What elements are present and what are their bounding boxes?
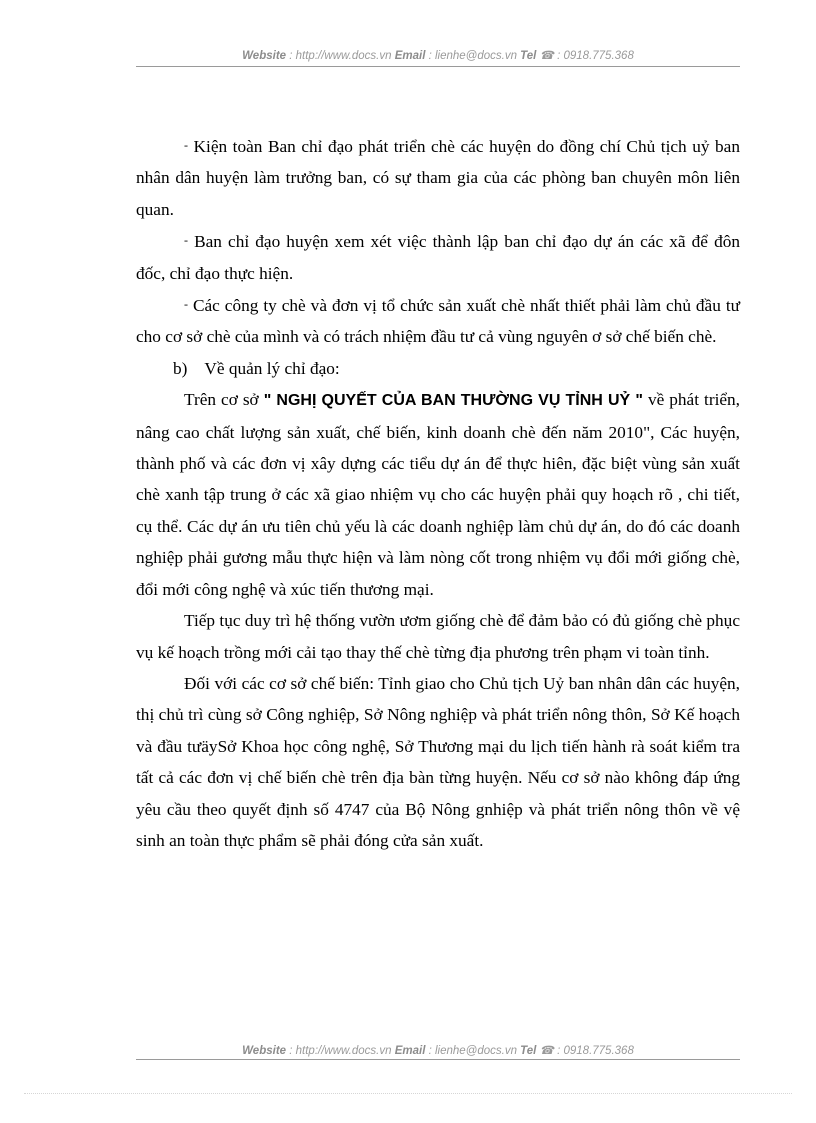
footer-tel-label: Tel <box>520 1045 537 1057</box>
bullet-text: Ban chỉ đạo huyện xem xét việc thành lập ban chỉ đạo dự án các xã để đôn đốc, chỉ đạo thực hiện. <box>136 232 740 283</box>
paragraph: Tiếp tục duy trì hệ thống vườn ươm giống chè để đảm bảo có đủ giống chè phục vụ kế hoạch trồng mới cải tạo thay thế chè từng địa phương trên phạm vi toàn tỉnh. <box>136 611 740 662</box>
header-website-url[interactable]: : http://www.docs.vn <box>286 50 395 62</box>
bullet-paragraph <box>136 130 740 225</box>
phone-icon: ☎ <box>539 50 554 62</box>
bullet-paragraph <box>136 289 740 353</box>
bullet-mark: - <box>184 297 188 312</box>
bullet-paragraph <box>136 225 740 289</box>
header-tel-label: Tel <box>520 50 537 62</box>
section-heading: b) Về quản lý chỉ đạo: <box>173 358 340 378</box>
bullet-text: Các công ty chè và đơn vị tổ chức sản xuất chè nhất thiết phải làm chủ đầu tư cho cơ sở chè của mình và có trách nhiệm đầu tư cả vùng nguyên ơ sở chế biến chè. <box>136 296 740 347</box>
bullet-mark: - <box>184 138 188 152</box>
page-break-line <box>24 1093 792 1094</box>
page-header <box>136 48 740 62</box>
bullet-mark: - <box>184 233 188 248</box>
paragraph-text: về phát triển, nâng cao chất lượng sản xuất, chế biến, kinh doanh chè đến năm 2010", Các huyện, thành phố và các đơn vị xây dựng các tiểu dự án để thực hiên, đặc biệt vùng sản xuất chè xanh tập trung ở các xã giao nhiệm vụ cho các huyện phải quy hoạch rõ , chi tiết, cụ thể. Các dự án ưu tiên chủ yếu là các doanh nghiệp làm chủ dự án, do đó các doanh nghiệp phải gương mẫu thực hiện và làm nòng cốt trong nhiệm vụ đổi mới giống chè, đổi mới công nghệ và xúc tiến thương mại. <box>136 390 741 599</box>
footer-website-label: Website <box>242 1045 287 1057</box>
footer-email-label: Email <box>394 1045 426 1057</box>
header-tel-value: : 0918.775.368 <box>553 50 634 62</box>
footer-website-url[interactable]: : http://www.docs.vn <box>286 1045 395 1057</box>
paragraph-lead: Trên cơ sở <box>184 390 264 410</box>
paragraph: Đối với các cơ sở chế biến: Tỉnh giao cho Chủ tịch Uỷ ban nhân dân các huyện, thị chủ trì cùng sở Công nghiệp, Sở Nông nghiệp và phát triển nông thôn, Sở Kế hoạch và đầu tưäySở Khoa học công nghệ, Sở Thương mại du lịch tiến hành rà soát kiểm tra tất cả các đơn vị chế biến chè trên địa bàn từng huyện. Nếu cơ sở nào không đáp ứng yêu cầu theo quyết định số 4747 của Bộ Nông gnhiệp và phát triển nông thôn về vệ sinh an toàn thực phẩm sẽ phải đóng cửa sản xuất. <box>136 673 740 850</box>
phone-icon: ☎ <box>539 1045 554 1057</box>
footer-tel-value: : 0918.775.368 <box>553 1045 634 1057</box>
header-website-label: Website <box>242 50 287 62</box>
bullet-text: Kiện toàn Ban chỉ đạo phát triển chè các huyện do đồng chí Chủ tịch uỷ ban nhân dân huyện làm trưởng ban, có sự tham gia của các phòng ban chuyên môn liên quan. <box>136 137 740 219</box>
footer-divider <box>136 1059 740 1060</box>
resolution-title: " NGHỊ QUYẾT CỦA BAN THƯỜNG VỤ TỈNH UỶ " <box>263 392 643 410</box>
page-footer <box>136 1043 740 1057</box>
header-email-value[interactable]: : lienhe@docs.vn <box>425 50 521 62</box>
paragraph <box>136 384 740 605</box>
document-body <box>136 130 740 856</box>
footer-email-value[interactable]: : lienhe@docs.vn <box>425 1045 521 1057</box>
header-email-label: Email <box>394 50 426 62</box>
header-divider <box>136 66 740 67</box>
